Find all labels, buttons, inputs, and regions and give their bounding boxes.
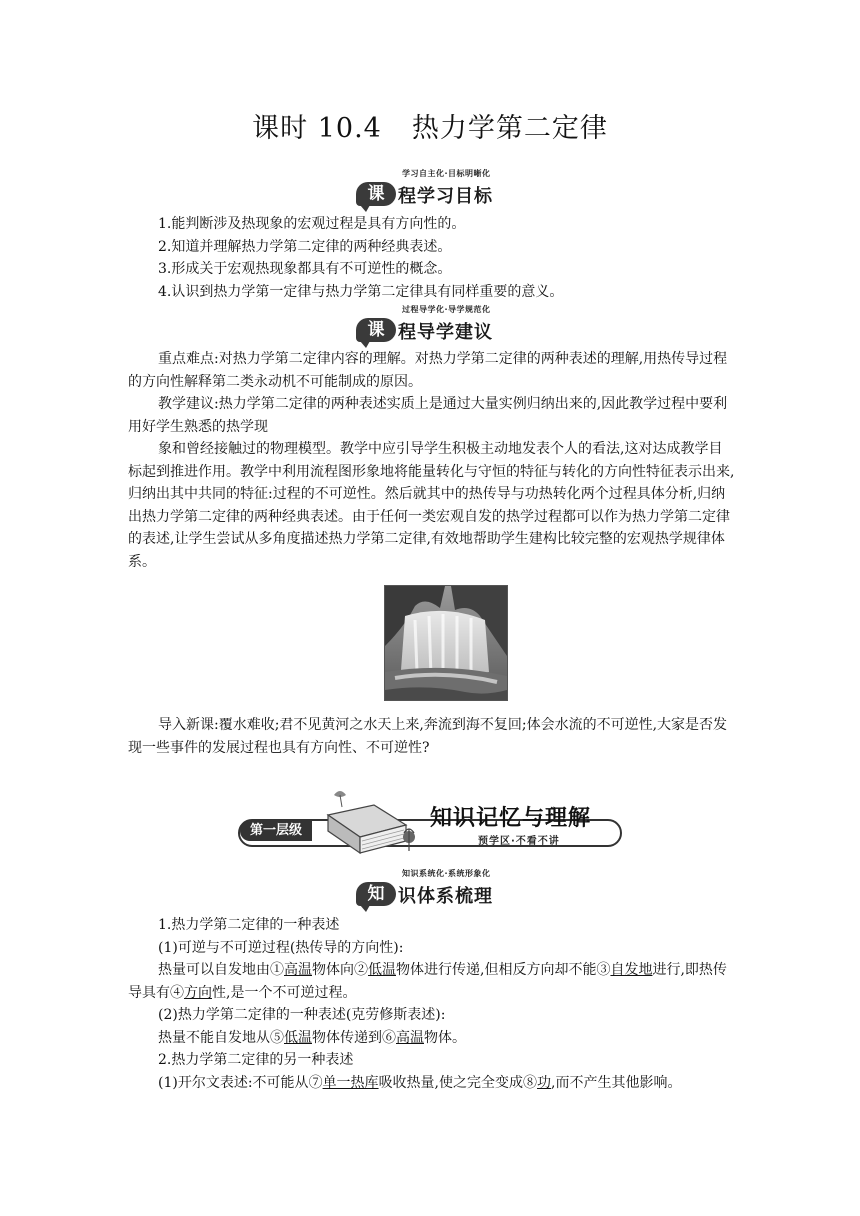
answer-blank: 高温 [284, 962, 312, 978]
section-header-objectives [0, 170, 860, 210]
level-banner [238, 785, 623, 865]
list-item: 1.能判断涉及热现象的宏观过程是具有方向性的。 [158, 216, 466, 232]
guidance-text [128, 348, 736, 573]
book-icon [314, 785, 424, 865]
section-tagline: 过程导学化·导学规范化 [402, 305, 491, 314]
section-tagline: 知识系统化·系统形象化 [402, 869, 491, 878]
answer-blank: 自发地 [610, 962, 653, 978]
statement-kelvin: (1)开尔文表述:不可能从⑦单一热库吸收热量,使之完全变成⑧功,而不产生其他影响。 [158, 1074, 682, 1091]
speech-bubble-icon: 课 [356, 318, 396, 342]
key-points-paragraph: 重点难点:对热力学第二定律内容的理解。对热力学第二定律的两种表述的理解,用热传导过程的方向性解释第二类永动机不可能制成的原因。 [128, 351, 728, 390]
subheading-1: (1)可逆与不可逆过程(热传导的方向性): [158, 939, 404, 956]
banner-subtitle: 预学区·不看不讲 [478, 836, 560, 847]
lesson-title: 热力学第二定律 [411, 113, 608, 144]
subheading-2: (2)热力学第二定律的一种表述(克劳修斯表述): [158, 1007, 446, 1023]
speech-bubble-icon: 课 [356, 182, 396, 206]
section-title: 识体系梳理 [398, 886, 493, 907]
answer-blank: 低温 [368, 962, 396, 978]
page-title [0, 106, 860, 145]
lesson-number: 课时 10.4 [252, 113, 382, 144]
teaching-advice-paragraph: 教学建议:热力学第二定律的两种表述实质上是通过大量实例归纳出来的,因此教学过程中要利用好学生熟悉的热学现 [128, 396, 728, 435]
answer-blank: 单一热库 [322, 1074, 379, 1091]
banner-title: 知识记忆与理解 [430, 806, 592, 831]
answer-blank: 方向 [184, 984, 212, 1001]
waterfall-image [384, 585, 508, 701]
heading-2: 2.热力学第二定律的另一种表述 [158, 1052, 354, 1068]
intro-paragraph: 导入新课:覆水难收;君不见黄河之水天上来,奔流到海不复回;体会水流的不可逆性,大家是否发现一些事件的发展过程也具有方向性、不可逆性? [128, 717, 728, 756]
section-tagline: 学习自主化·目标明晰化 [402, 169, 491, 178]
intro-text [128, 714, 736, 759]
objectives-list [128, 213, 736, 303]
statement-clausius: 热量不能自发地从⑤低温物体传递到⑥高温物体。 [158, 1029, 466, 1046]
section-header-knowledge [0, 870, 860, 910]
list-item: 2.知道并理解热力学第二定律的两种经典表述。 [158, 238, 452, 255]
speech-bubble-icon: 知 [356, 882, 396, 906]
list-item: 3.形成关于宏观热现象都具有不可逆性的概念。 [158, 261, 452, 277]
heading-1: 1.热力学第二定律的一种表述 [158, 917, 340, 933]
section-title: 程学习目标 [398, 186, 493, 207]
answer-blank: 低温 [284, 1029, 312, 1046]
knowledge-text [128, 914, 736, 1094]
statement-heat-direction: 热量可以自发地由①高温物体向②低温物体进行传递,但相反方向却不能③自发地进行,即热传导具有④方向性,是一个不可逆过程。 [128, 962, 727, 1001]
section-title: 程导学建议 [398, 322, 493, 343]
answer-blank: 功 [537, 1074, 552, 1091]
teaching-advice-continued: 象和曾经接触过的物理模型。教学中应引导学生积极主动地发表个人的看法,这对达成教学目标起到推进作用。教学中利用流程图形象地将能量转化与守恒的特征与转化的方向性特征表示出来,归纳出其中共同的特征:过程的不可逆性。然后就其中的热传导与功热转化两个过程具体分析,归纳出热力学第二定律的两种经典表述。由于任何一类宏观自发的热学过程都可以作为热力学第二定律的表述,让学生尝试从多角度描述热力学第二定律,有效地帮助学生建构比较完整的宏观热学规律体系。 [128, 441, 735, 570]
section-header-guidance [0, 306, 860, 346]
list-item: 4.认识到热力学第一定律与热力学第二定律具有同样重要的意义。 [158, 283, 564, 300]
answer-blank: 高温 [396, 1029, 424, 1046]
level-label: 第一层级 [240, 821, 312, 841]
